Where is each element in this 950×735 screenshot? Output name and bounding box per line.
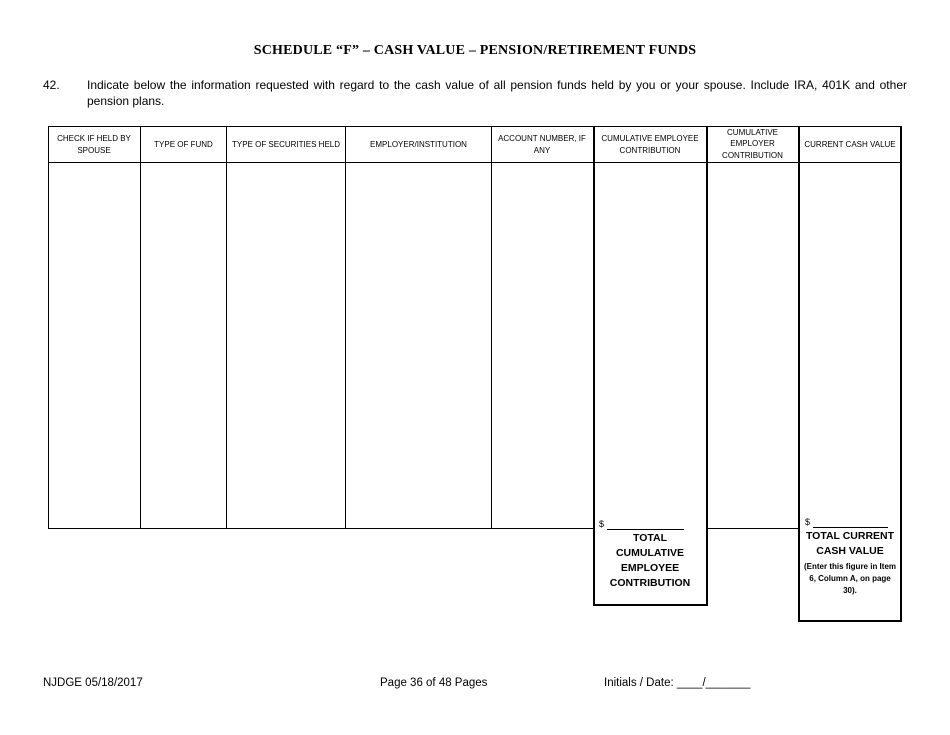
dollar-sign-employee: $ bbox=[599, 519, 605, 529]
employee-total-line[interactable] bbox=[607, 529, 684, 530]
dollar-sign-cash: $ bbox=[805, 517, 811, 527]
page-number: Page 36 of 48 Pages bbox=[380, 677, 488, 689]
question-number: 42. bbox=[43, 78, 60, 92]
total-employee-label: TOTAL CUMULATIVE EMPLOYEE CONTRIBUTION bbox=[609, 532, 691, 589]
header-account-number: ACCOUNT NUMBER, IF ANY bbox=[498, 134, 586, 155]
form-id: NJDGE 05/18/2017 bbox=[43, 677, 143, 689]
header-check-held-by-spouse: CHECK IF HELD BY SPOUSE bbox=[57, 134, 131, 155]
total-cash-value-label: TOTAL CURRENT CASH VALUE (Enter this figure in Item 6, Column A, on page 30). bbox=[804, 530, 897, 595]
page-title: SCHEDULE “F” – CASH VALUE – PENSION/RETIREMENT FUNDS bbox=[253, 43, 697, 58]
header-cumulative-employee: CUMULATIVE EMPLOYEE CONTRIBUTION bbox=[601, 134, 699, 155]
entry-area[interactable] bbox=[49, 163, 900, 528]
cash-total-line[interactable] bbox=[813, 527, 888, 528]
header-type-of-fund: TYPE OF FUND bbox=[154, 139, 213, 149]
header-current-cash-value: CURRENT CASH VALUE bbox=[804, 139, 896, 149]
total-cash-value-note: (Enter this figure in Item 6, Column A, on page 30). bbox=[804, 562, 897, 595]
header-cumulative-employer: CUMULATIVE EMPLOYER CONTRIBUTION bbox=[722, 127, 783, 160]
header-employer-institution: EMPLOYER/INSTITUTION bbox=[370, 139, 467, 149]
header-type-of-securities: TYPE OF SECURITIES HELD bbox=[231, 139, 341, 149]
initials-date: Initials / Date: ____/_______ bbox=[604, 677, 751, 689]
question-text: Indicate below the information requested with regard to the cash value of all pension funds held by you or your spouse. Include IRA, 401K and other pension plans. bbox=[87, 78, 907, 108]
